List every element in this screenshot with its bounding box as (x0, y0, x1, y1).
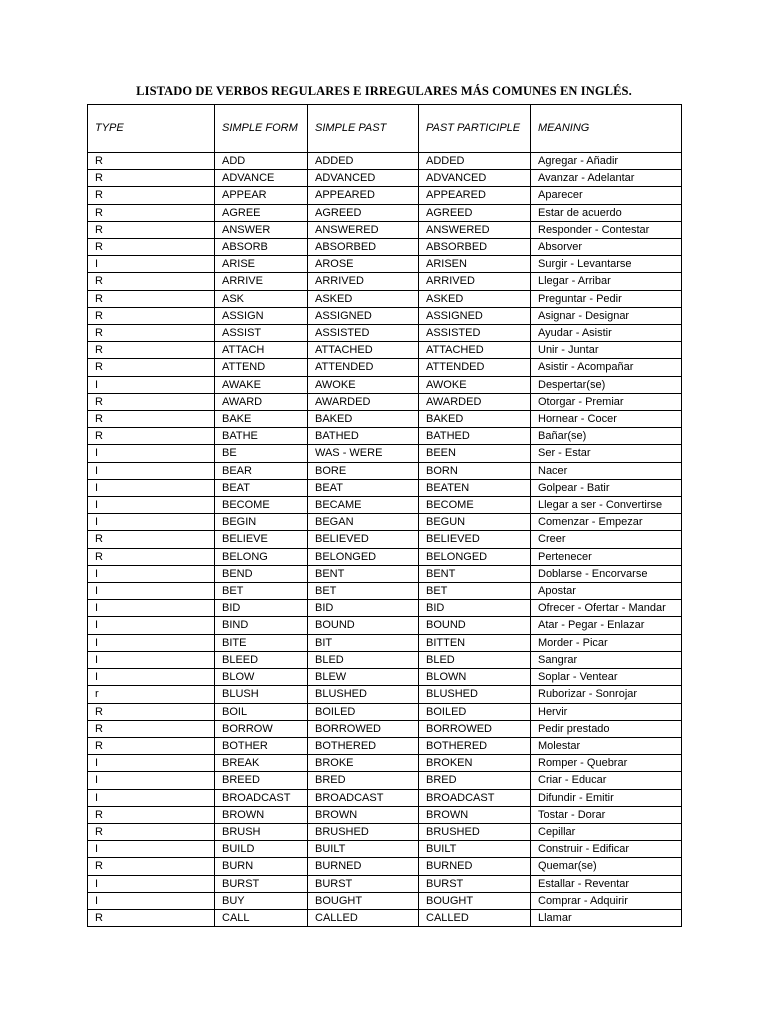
cell-type: R (88, 187, 215, 204)
cell-simple-past: ATTENDED (308, 359, 419, 376)
cell-past-participle: BAKED (419, 411, 531, 428)
cell-meaning: Pedir prestado (531, 720, 682, 737)
table-row (88, 170, 682, 187)
cell-type: R (88, 221, 215, 238)
cell-meaning: Difundir - Emitir (531, 789, 682, 806)
cell-simple-form: ASK (215, 290, 308, 307)
cell-past-participle: ATTENDED (419, 359, 531, 376)
cell-type: R (88, 858, 215, 875)
table-row (88, 531, 682, 548)
cell-past-participle: BET (419, 583, 531, 600)
table-row (88, 153, 682, 170)
table-row (88, 651, 682, 668)
table-row (88, 909, 682, 926)
table-row (88, 772, 682, 789)
table-row (88, 290, 682, 307)
cell-meaning: Asistir - Acompañar (531, 359, 682, 376)
cell-past-participle: ADVANCED (419, 170, 531, 187)
cell-simple-form: BOTHER (215, 737, 308, 754)
cell-simple-form: BROADCAST (215, 789, 308, 806)
cell-meaning: Tostar - Dorar (531, 806, 682, 823)
table-row (88, 376, 682, 393)
cell-meaning: Quemar(se) (531, 858, 682, 875)
cell-type: R (88, 342, 215, 359)
cell-past-participle: AWARDED (419, 393, 531, 410)
cell-type: R (88, 307, 215, 324)
cell-meaning: Estallar - Reventar (531, 875, 682, 892)
cell-simple-past: AGREED (308, 204, 419, 221)
cell-simple-past: CALLED (308, 909, 419, 926)
cell-simple-past: AWARDED (308, 393, 419, 410)
cell-simple-form: BE (215, 445, 308, 462)
cell-simple-past: BENT (308, 565, 419, 582)
cell-meaning: Absorver (531, 239, 682, 256)
cell-type: R (88, 703, 215, 720)
page-title: LISTADO DE VERBOS REGULARES E IRREGULARES MÁS COMUNES EN INGLÉS. (136, 84, 632, 98)
cell-meaning: Cepillar (531, 823, 682, 840)
table-body (88, 153, 682, 927)
cell-simple-form: BOIL (215, 703, 308, 720)
cell-meaning: Golpear - Batir (531, 479, 682, 496)
cell-past-participle: BOUND (419, 617, 531, 634)
cell-simple-form: BLUSH (215, 686, 308, 703)
cell-simple-form: AGREE (215, 204, 308, 221)
cell-meaning: Preguntar - Pedir (531, 290, 682, 307)
cell-simple-form: BUY (215, 892, 308, 909)
cell-past-participle: BID (419, 600, 531, 617)
cell-type: I (88, 634, 215, 651)
cell-simple-past: AROSE (308, 256, 419, 273)
cell-simple-past: BORE (308, 462, 419, 479)
cell-type: R (88, 806, 215, 823)
cell-past-participle: ARRIVED (419, 273, 531, 290)
cell-simple-form: BECOME (215, 497, 308, 514)
cell-simple-form: BEND (215, 565, 308, 582)
cell-simple-past: BUILT (308, 841, 419, 858)
cell-meaning: Otorgar - Premiar (531, 393, 682, 410)
cell-simple-past: BRED (308, 772, 419, 789)
table-row (88, 892, 682, 909)
cell-meaning: Ofrecer - Ofertar - Mandar (531, 600, 682, 617)
cell-simple-form: ARRIVE (215, 273, 308, 290)
cell-past-participle: BLUSHED (419, 686, 531, 703)
cell-type: R (88, 325, 215, 342)
cell-past-participle: BEGUN (419, 514, 531, 531)
cell-simple-form: BRUSH (215, 823, 308, 840)
table-row (88, 841, 682, 858)
cell-simple-form: ASSIST (215, 325, 308, 342)
cell-type: R (88, 359, 215, 376)
cell-meaning: Molestar (531, 737, 682, 754)
cell-meaning: Llegar a ser - Convertirse (531, 497, 682, 514)
cell-type: I (88, 755, 215, 772)
cell-simple-past: ASKED (308, 290, 419, 307)
cell-type: I (88, 617, 215, 634)
cell-meaning: Aparecer (531, 187, 682, 204)
cell-simple-past: BURST (308, 875, 419, 892)
cell-simple-past: ADDED (308, 153, 419, 170)
cell-meaning: Criar - Educar (531, 772, 682, 789)
cell-meaning: Estar de acuerdo (531, 204, 682, 221)
cell-type: R (88, 720, 215, 737)
cell-type: I (88, 789, 215, 806)
table-header-row (88, 105, 682, 153)
cell-type: R (88, 428, 215, 445)
cell-meaning: Unir - Juntar (531, 342, 682, 359)
table-row (88, 273, 682, 290)
table-row (88, 307, 682, 324)
cell-meaning: Hornear - Cocer (531, 411, 682, 428)
cell-simple-form: ATTACH (215, 342, 308, 359)
cell-simple-form: BURST (215, 875, 308, 892)
cell-simple-form: BELIEVE (215, 531, 308, 548)
cell-type: R (88, 153, 215, 170)
cell-simple-form: BURN (215, 858, 308, 875)
cell-simple-form: BAKE (215, 411, 308, 428)
cell-simple-form: ASSIGN (215, 307, 308, 324)
cell-type: R (88, 170, 215, 187)
cell-type: I (88, 256, 215, 273)
cell-simple-form: BET (215, 583, 308, 600)
cell-past-participle: BROWN (419, 806, 531, 823)
cell-simple-form: BROWN (215, 806, 308, 823)
cell-simple-form: ANSWER (215, 221, 308, 238)
table-row (88, 393, 682, 410)
cell-past-participle: ASSISTED (419, 325, 531, 342)
table-row (88, 669, 682, 686)
cell-past-participle: BOTHERED (419, 737, 531, 754)
cell-simple-past: ATTACHED (308, 342, 419, 359)
cell-simple-form: BORROW (215, 720, 308, 737)
table-row (88, 187, 682, 204)
cell-type: R (88, 737, 215, 754)
header-past-participle: PAST PARTICIPLE (419, 105, 531, 153)
cell-type: R (88, 531, 215, 548)
cell-type: I (88, 376, 215, 393)
cell-type: R (88, 411, 215, 428)
cell-type: R (88, 548, 215, 565)
cell-past-participle: BROADCAST (419, 789, 531, 806)
cell-meaning: Comprar - Adquirir (531, 892, 682, 909)
cell-meaning: Doblarse - Encorvarse (531, 565, 682, 582)
cell-simple-past: ANSWERED (308, 221, 419, 238)
table-row (88, 256, 682, 273)
cell-past-participle: BEATEN (419, 479, 531, 496)
table-row (88, 514, 682, 531)
cell-type: I (88, 875, 215, 892)
cell-type: I (88, 445, 215, 462)
table-row (88, 565, 682, 582)
cell-simple-past: BELIEVED (308, 531, 419, 548)
cell-past-participle: BENT (419, 565, 531, 582)
cell-simple-form: BREAK (215, 755, 308, 772)
table-row (88, 875, 682, 892)
cell-type: I (88, 565, 215, 582)
cell-simple-past: BOILED (308, 703, 419, 720)
cell-simple-past: WAS - WERE (308, 445, 419, 462)
table-row (88, 617, 682, 634)
cell-simple-past: ASSIGNED (308, 307, 419, 324)
cell-meaning: Atar - Pegar - Enlazar (531, 617, 682, 634)
cell-type: I (88, 497, 215, 514)
header-simple-past: SIMPLE PAST (308, 105, 419, 153)
cell-past-participle: BOILED (419, 703, 531, 720)
header-simple-form: SIMPLE FORM (215, 105, 308, 153)
table-row (88, 359, 682, 376)
cell-past-participle: BROKEN (419, 755, 531, 772)
cell-simple-form: BID (215, 600, 308, 617)
cell-simple-past: ADVANCED (308, 170, 419, 187)
cell-past-participle: BATHED (419, 428, 531, 445)
cell-past-participle: BELIEVED (419, 531, 531, 548)
cell-meaning: Morder - Picar (531, 634, 682, 651)
cell-past-participle: ANSWERED (419, 221, 531, 238)
cell-simple-form: CALL (215, 909, 308, 926)
cell-past-participle: CALLED (419, 909, 531, 926)
table-row (88, 325, 682, 342)
cell-past-participle: BORN (419, 462, 531, 479)
table-row (88, 823, 682, 840)
cell-meaning: Sangrar (531, 651, 682, 668)
cell-simple-past: BELONGED (308, 548, 419, 565)
cell-meaning: Construir - Edificar (531, 841, 682, 858)
cell-simple-past: BURNED (308, 858, 419, 875)
cell-type: I (88, 841, 215, 858)
table-row (88, 497, 682, 514)
cell-simple-past: AWOKE (308, 376, 419, 393)
cell-meaning: Asignar - Designar (531, 307, 682, 324)
cell-simple-past: BIT (308, 634, 419, 651)
cell-past-participle: ADDED (419, 153, 531, 170)
cell-meaning: Ayudar - Asistir (531, 325, 682, 342)
cell-meaning: Avanzar - Adelantar (531, 170, 682, 187)
table-row (88, 445, 682, 462)
cell-type: R (88, 290, 215, 307)
cell-simple-form: BEAR (215, 462, 308, 479)
table-row (88, 428, 682, 445)
header-type: TYPE (88, 105, 215, 153)
cell-meaning: Agregar - Añadir (531, 153, 682, 170)
cell-meaning: Creer (531, 531, 682, 548)
cell-type: I (88, 772, 215, 789)
cell-type: R (88, 393, 215, 410)
table-row (88, 600, 682, 617)
cell-simple-form: BREED (215, 772, 308, 789)
cell-simple-form: APPEAR (215, 187, 308, 204)
cell-past-participle: ASKED (419, 290, 531, 307)
cell-simple-form: BEAT (215, 479, 308, 496)
table-row (88, 239, 682, 256)
cell-simple-form: BLOW (215, 669, 308, 686)
cell-simple-past: ASSISTED (308, 325, 419, 342)
table-row (88, 703, 682, 720)
cell-past-participle: BEEN (419, 445, 531, 462)
cell-past-participle: BOUGHT (419, 892, 531, 909)
cell-simple-past: BECAME (308, 497, 419, 514)
cell-simple-form: BUILD (215, 841, 308, 858)
cell-simple-past: BLEW (308, 669, 419, 686)
cell-past-participle: BRED (419, 772, 531, 789)
table-row (88, 479, 682, 496)
cell-past-participle: AGREED (419, 204, 531, 221)
cell-meaning: Romper - Quebrar (531, 755, 682, 772)
table-row (88, 583, 682, 600)
cell-type: R (88, 909, 215, 926)
cell-simple-form: ADVANCE (215, 170, 308, 187)
cell-simple-form: BEGIN (215, 514, 308, 531)
cell-type: R (88, 823, 215, 840)
cell-simple-past: BATHED (308, 428, 419, 445)
header-meaning: MEANING (531, 105, 682, 153)
table-row (88, 858, 682, 875)
cell-simple-past: ABSORBED (308, 239, 419, 256)
cell-simple-form: BATHE (215, 428, 308, 445)
cell-type: I (88, 479, 215, 496)
cell-simple-form: ARISE (215, 256, 308, 273)
table-row (88, 789, 682, 806)
cell-meaning: Bañar(se) (531, 428, 682, 445)
cell-type: R (88, 204, 215, 221)
cell-past-participle: BELONGED (419, 548, 531, 565)
table-row (88, 204, 682, 221)
cell-type: I (88, 892, 215, 909)
table-row (88, 720, 682, 737)
table-row (88, 462, 682, 479)
table-row (88, 686, 682, 703)
cell-meaning: Apostar (531, 583, 682, 600)
cell-meaning: Soplar - Ventear (531, 669, 682, 686)
cell-type: I (88, 583, 215, 600)
cell-past-participle: BUILT (419, 841, 531, 858)
cell-type: R (88, 239, 215, 256)
table-row (88, 548, 682, 565)
cell-meaning: Ruborizar - Sonrojar (531, 686, 682, 703)
table-row (88, 221, 682, 238)
cell-simple-past: BAKED (308, 411, 419, 428)
cell-past-participle: ASSIGNED (419, 307, 531, 324)
cell-simple-past: BROADCAST (308, 789, 419, 806)
cell-past-participle: ARISEN (419, 256, 531, 273)
cell-past-participle: BURST (419, 875, 531, 892)
table-row (88, 342, 682, 359)
cell-past-participle: BRUSHED (419, 823, 531, 840)
cell-past-participle: ABSORBED (419, 239, 531, 256)
cell-type: I (88, 462, 215, 479)
cell-past-participle: BORROWED (419, 720, 531, 737)
table-row (88, 755, 682, 772)
table-row (88, 806, 682, 823)
cell-simple-past: APPEARED (308, 187, 419, 204)
cell-meaning: Hervir (531, 703, 682, 720)
cell-meaning: Despertar(se) (531, 376, 682, 393)
cell-simple-past: BOTHERED (308, 737, 419, 754)
cell-simple-form: AWAKE (215, 376, 308, 393)
cell-past-participle: ATTACHED (419, 342, 531, 359)
cell-type: I (88, 669, 215, 686)
cell-past-participle: AWOKE (419, 376, 531, 393)
table-row (88, 411, 682, 428)
cell-past-participle: APPEARED (419, 187, 531, 204)
cell-simple-past: BOUND (308, 617, 419, 634)
cell-meaning: Responder - Contestar (531, 221, 682, 238)
cell-simple-past: BRUSHED (308, 823, 419, 840)
cell-type: r (88, 686, 215, 703)
cell-type: I (88, 651, 215, 668)
cell-simple-past: BLUSHED (308, 686, 419, 703)
cell-type: I (88, 514, 215, 531)
cell-simple-past: BID (308, 600, 419, 617)
cell-simple-past: BEAT (308, 479, 419, 496)
cell-simple-form: ATTEND (215, 359, 308, 376)
cell-simple-past: BORROWED (308, 720, 419, 737)
cell-meaning: Nacer (531, 462, 682, 479)
cell-meaning: Ser - Estar (531, 445, 682, 462)
cell-past-participle: BECOME (419, 497, 531, 514)
cell-simple-form: BLEED (215, 651, 308, 668)
cell-past-participle: BLED (419, 651, 531, 668)
cell-simple-form: BITE (215, 634, 308, 651)
cell-type: R (88, 273, 215, 290)
cell-simple-past: BOUGHT (308, 892, 419, 909)
cell-simple-form: AWARD (215, 393, 308, 410)
cell-simple-past: BLED (308, 651, 419, 668)
cell-meaning: Pertenecer (531, 548, 682, 565)
cell-meaning: Llegar - Arribar (531, 273, 682, 290)
cell-meaning: Llamar (531, 909, 682, 926)
cell-simple-past: BEGAN (308, 514, 419, 531)
cell-simple-past: ARRIVED (308, 273, 419, 290)
cell-simple-form: ABSORB (215, 239, 308, 256)
cell-simple-past: BROKE (308, 755, 419, 772)
cell-meaning: Comenzar - Empezar (531, 514, 682, 531)
cell-type: I (88, 600, 215, 617)
cell-simple-form: BIND (215, 617, 308, 634)
cell-simple-form: ADD (215, 153, 308, 170)
cell-simple-form: BELONG (215, 548, 308, 565)
cell-past-participle: BLOWN (419, 669, 531, 686)
cell-simple-past: BROWN (308, 806, 419, 823)
table-row (88, 737, 682, 754)
cell-past-participle: BITTEN (419, 634, 531, 651)
cell-past-participle: BURNED (419, 858, 531, 875)
table-row (88, 634, 682, 651)
cell-meaning: Surgir - Levantarse (531, 256, 682, 273)
verbs-table (87, 104, 682, 927)
cell-simple-past: BET (308, 583, 419, 600)
